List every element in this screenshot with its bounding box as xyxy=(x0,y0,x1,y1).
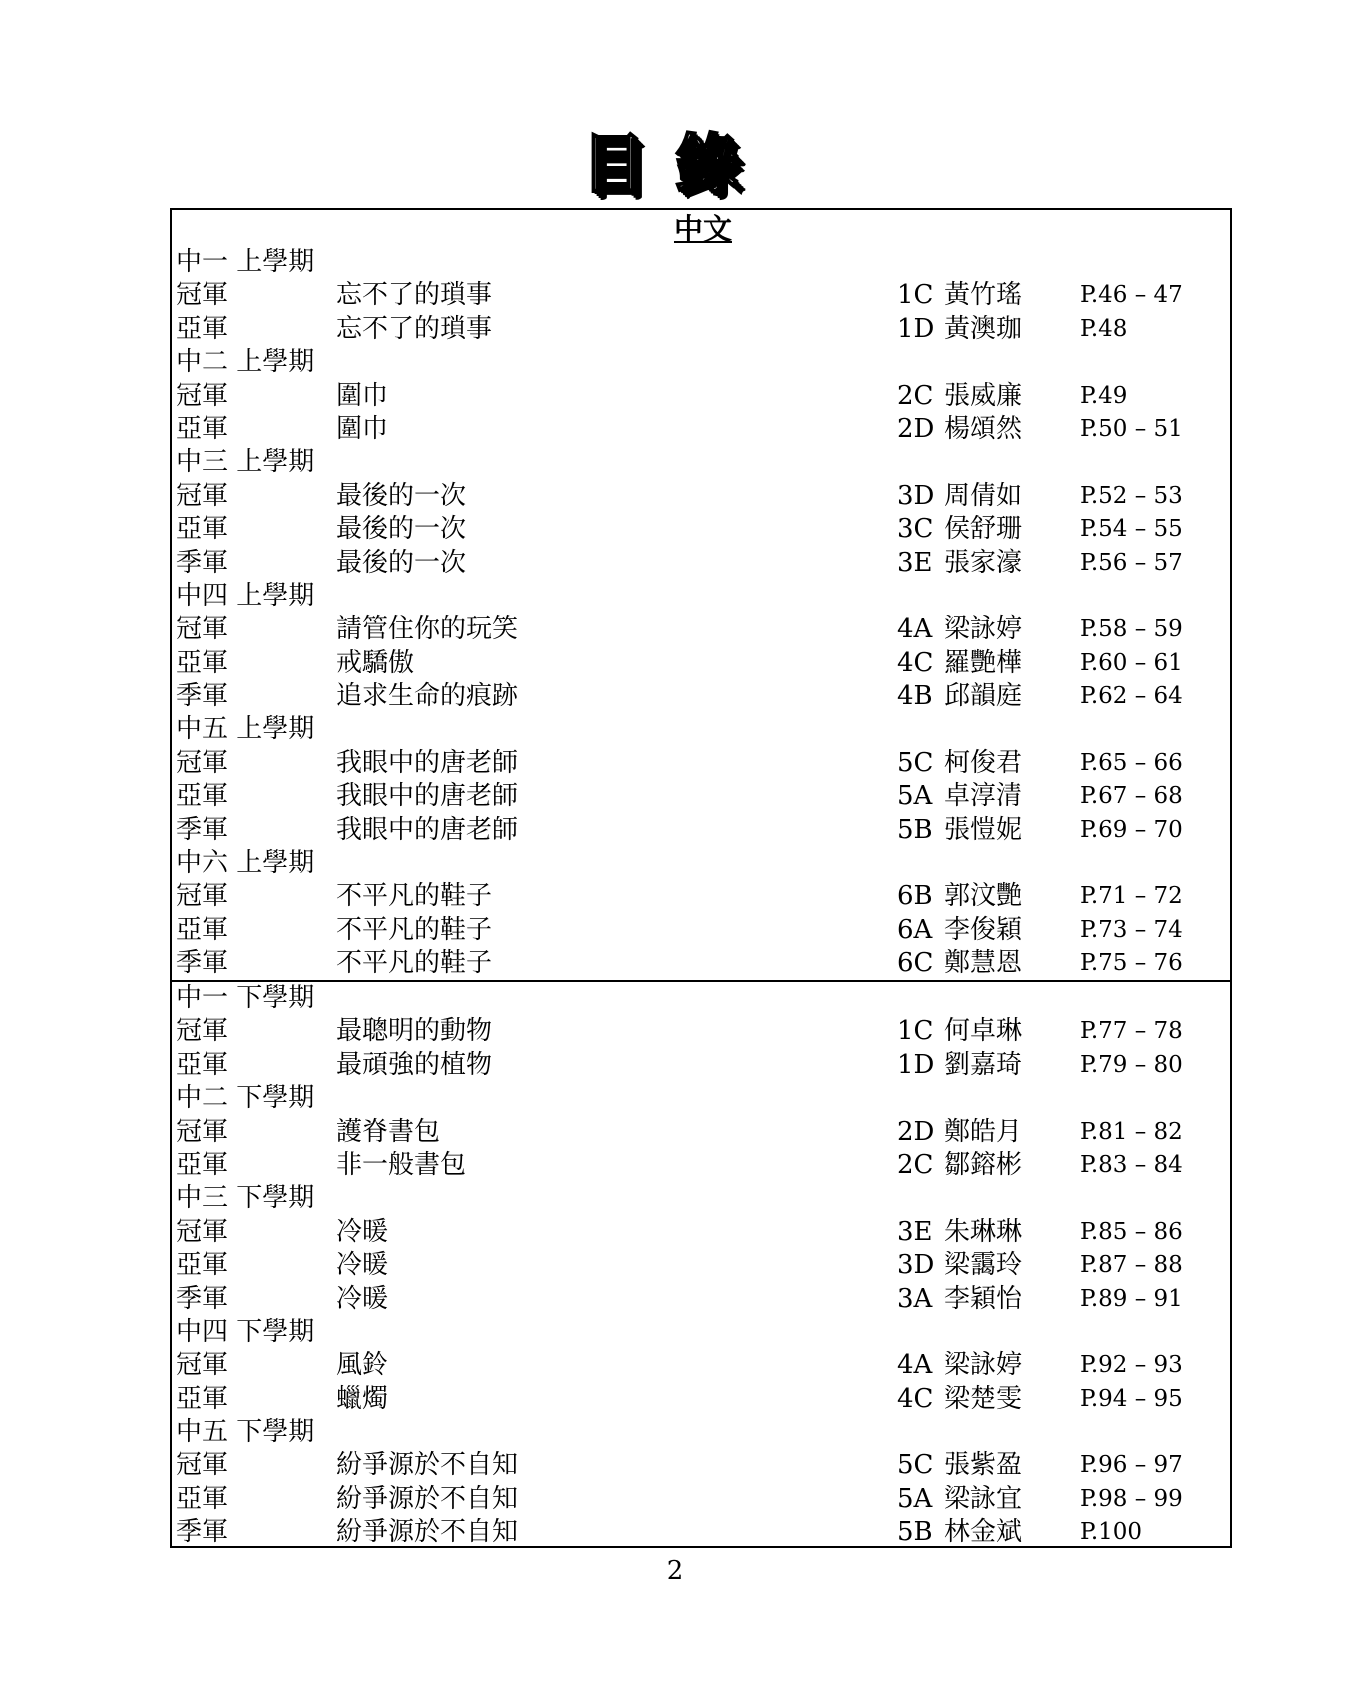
term-heading xyxy=(172,713,1230,746)
essay-title: 圍巾 xyxy=(336,380,389,411)
class-code: 3D xyxy=(897,480,935,511)
essay-title: 忘不了的瑣事 xyxy=(336,313,493,344)
award-label: 冠軍 xyxy=(176,1450,229,1481)
page-range: P.52 – 53 xyxy=(1080,482,1183,509)
student-name: 楊頌然 xyxy=(944,413,1023,444)
entry-row xyxy=(172,1449,1230,1482)
essay-title: 最聰明的動物 xyxy=(336,1016,493,1047)
page-range: P.56 – 57 xyxy=(1080,549,1183,576)
page-range: P.73 – 74 xyxy=(1080,916,1183,943)
student-name: 何卓琳 xyxy=(944,1016,1023,1047)
page-range: P.79 – 80 xyxy=(1080,1051,1183,1078)
term-label: 中三 上學期 xyxy=(176,447,315,478)
essay-title: 不平凡的鞋子 xyxy=(336,914,493,945)
student-name: 黃竹瑤 xyxy=(944,280,1023,311)
student-name: 黃澳珈 xyxy=(944,313,1023,344)
essay-title: 冷暖 xyxy=(336,1283,389,1314)
entry-row xyxy=(172,1249,1230,1282)
entry-row xyxy=(172,513,1230,546)
class-code: 4B xyxy=(897,681,933,712)
student-name: 鄭皓月 xyxy=(944,1116,1023,1147)
class-code: 4C xyxy=(897,647,934,678)
class-code: 4A xyxy=(897,614,933,645)
class-code: 3E xyxy=(897,1216,933,1247)
term-label: 中一 下學期 xyxy=(176,983,315,1013)
essay-title: 冷暖 xyxy=(336,1216,389,1247)
class-code: 1C xyxy=(897,280,934,311)
student-name: 林金斌 xyxy=(944,1517,1023,1548)
essay-title: 圍巾 xyxy=(336,413,389,444)
page-range: P.98 – 99 xyxy=(1080,1485,1183,1512)
entry-row xyxy=(172,914,1230,947)
student-name: 張紫盈 xyxy=(944,1450,1023,1481)
award-label: 冠軍 xyxy=(176,380,229,411)
student-name: 張家濠 xyxy=(944,547,1023,578)
entry-row xyxy=(172,1516,1230,1549)
entry-row xyxy=(172,613,1230,646)
student-name: 梁靄玲 xyxy=(944,1250,1023,1281)
class-code: 5C xyxy=(897,1450,934,1481)
class-code: 2C xyxy=(897,380,934,411)
term-heading xyxy=(172,1182,1230,1215)
entry-row xyxy=(172,380,1230,413)
student-name: 梁詠宜 xyxy=(944,1483,1023,1514)
award-label: 季軍 xyxy=(176,547,229,578)
award-label: 季軍 xyxy=(176,1517,229,1548)
award-label: 冠軍 xyxy=(176,1350,229,1381)
essay-title: 追求生命的痕跡 xyxy=(336,681,519,712)
essay-title: 不平凡的鞋子 xyxy=(336,948,493,979)
entry-row xyxy=(172,279,1230,312)
essay-title: 最後的一次 xyxy=(336,547,467,578)
award-label: 亞軍 xyxy=(176,914,229,945)
award-label: 冠軍 xyxy=(176,280,229,311)
essay-title: 護脊書包 xyxy=(336,1116,441,1147)
entry-row xyxy=(172,1349,1230,1382)
essay-title: 我眼中的唐老師 xyxy=(336,814,519,845)
student-name: 朱琳琳 xyxy=(944,1216,1023,1247)
student-name: 周倩如 xyxy=(944,480,1023,511)
class-code: 1D xyxy=(897,1049,935,1080)
essay-title: 風鈴 xyxy=(336,1350,389,1381)
entry-row xyxy=(172,647,1230,680)
entry-row xyxy=(172,1116,1230,1149)
entry-row xyxy=(172,680,1230,713)
award-label: 亞軍 xyxy=(176,781,229,812)
award-label: 亞軍 xyxy=(176,1149,229,1180)
class-code: 1D xyxy=(897,313,935,344)
class-code: 6B xyxy=(897,881,933,912)
class-code: 5A xyxy=(897,1483,933,1514)
page-range: P.100 xyxy=(1080,1519,1143,1546)
page-range: P.50 – 51 xyxy=(1080,415,1183,442)
class-code: 1C xyxy=(897,1016,934,1047)
page-range: P.49 xyxy=(1080,382,1128,409)
term-label: 中四 下學期 xyxy=(176,1316,315,1347)
award-label: 亞軍 xyxy=(176,1049,229,1080)
term-label: 中六 上學期 xyxy=(176,848,315,879)
award-label: 冠軍 xyxy=(176,614,229,645)
class-code: 5C xyxy=(897,747,934,778)
award-label: 冠軍 xyxy=(176,480,229,511)
class-code: 3C xyxy=(897,514,934,545)
entry-row xyxy=(172,1483,1230,1516)
class-code: 2D xyxy=(897,413,935,444)
class-code: 3A xyxy=(897,1283,933,1314)
class-code: 6C xyxy=(897,948,934,979)
term-label: 中五 上學期 xyxy=(176,714,315,745)
class-code: 4C xyxy=(897,1383,934,1414)
page-range: P.46 – 47 xyxy=(1080,282,1183,309)
student-name: 梁詠婷 xyxy=(944,614,1023,645)
essay-title: 忘不了的瑣事 xyxy=(336,280,493,311)
page-range: P.67 – 68 xyxy=(1080,783,1183,810)
term-heading xyxy=(172,446,1230,479)
award-label: 亞軍 xyxy=(176,1383,229,1414)
essay-title: 戒驕傲 xyxy=(336,647,415,678)
student-name: 李穎怡 xyxy=(944,1283,1023,1314)
essay-title: 最後的一次 xyxy=(336,514,467,545)
page-range: P.92 – 93 xyxy=(1080,1352,1183,1379)
page-range: P.85 – 86 xyxy=(1080,1218,1183,1245)
student-name: 郭汶艷 xyxy=(944,881,1023,912)
subject-label: 中文 xyxy=(673,212,732,246)
page-range: P.71 – 72 xyxy=(1080,883,1183,910)
essay-title: 請管住你的玩笑 xyxy=(336,614,519,645)
student-name: 侯舒珊 xyxy=(944,514,1023,545)
page-title: 目錄 xyxy=(581,128,769,202)
term-label: 中三 下學期 xyxy=(176,1183,315,1214)
student-name: 卓淳清 xyxy=(944,781,1023,812)
award-label: 亞軍 xyxy=(176,1483,229,1514)
first-term-section xyxy=(172,246,1230,981)
class-code: 4A xyxy=(897,1350,933,1381)
essay-title: 最頑強的植物 xyxy=(336,1049,493,1080)
class-code: 3E xyxy=(897,547,933,578)
page-range: P.54 – 55 xyxy=(1080,516,1183,543)
entry-row xyxy=(172,1216,1230,1249)
page-range: P.58 – 59 xyxy=(1080,616,1183,643)
page-range: P.77 – 78 xyxy=(1080,1018,1183,1045)
term-label: 中五 下學期 xyxy=(176,1417,315,1448)
award-label: 亞軍 xyxy=(176,514,229,545)
award-label: 冠軍 xyxy=(176,881,229,912)
entry-row xyxy=(172,1149,1230,1182)
essay-title: 最後的一次 xyxy=(336,480,467,511)
page-range: P.87 – 88 xyxy=(1080,1252,1183,1279)
award-label: 季軍 xyxy=(176,948,229,979)
term-label: 中一 上學期 xyxy=(176,247,315,277)
student-name: 梁詠婷 xyxy=(944,1350,1023,1381)
essay-title: 冷暖 xyxy=(336,1250,389,1281)
term-heading xyxy=(172,346,1230,379)
term-heading xyxy=(172,580,1230,613)
class-code: 2C xyxy=(897,1149,934,1180)
award-label: 冠軍 xyxy=(176,1216,229,1247)
student-name: 張愷妮 xyxy=(944,814,1023,845)
entry-row xyxy=(172,413,1230,446)
entry-row xyxy=(172,1283,1230,1316)
student-name: 柯俊君 xyxy=(944,747,1023,778)
page-range: P.69 – 70 xyxy=(1080,816,1183,843)
page-range: P.48 xyxy=(1080,315,1128,342)
page-range: P.94 – 95 xyxy=(1080,1385,1183,1412)
page-range: P.81 – 82 xyxy=(1080,1118,1183,1145)
term-heading xyxy=(172,1082,1230,1115)
student-name: 張威廉 xyxy=(944,380,1023,411)
page-range: P.60 – 61 xyxy=(1080,649,1183,676)
page-range: P.75 – 76 xyxy=(1080,950,1183,977)
award-label: 冠軍 xyxy=(176,1116,229,1147)
page-range: P.65 – 66 xyxy=(1080,749,1183,776)
essay-title: 紛爭源於不自知 xyxy=(336,1483,519,1514)
class-code: 6A xyxy=(897,914,933,945)
entry-row xyxy=(172,547,1230,580)
class-code: 3D xyxy=(897,1250,935,1281)
entry-row xyxy=(172,1049,1230,1082)
term-label: 中二 上學期 xyxy=(176,347,315,378)
term-label: 中四 上學期 xyxy=(176,580,315,611)
essay-title: 我眼中的唐老師 xyxy=(336,747,519,778)
class-code: 5B xyxy=(897,814,933,845)
page-range: P.96 – 97 xyxy=(1080,1452,1183,1479)
term-heading xyxy=(172,982,1230,1015)
contents-table xyxy=(170,208,1232,1548)
student-name: 邱韻庭 xyxy=(944,681,1023,712)
essay-title: 非一般書包 xyxy=(336,1149,467,1180)
student-name: 鄭慧恩 xyxy=(944,948,1023,979)
student-name: 劉嘉琦 xyxy=(944,1049,1023,1080)
award-label: 亞軍 xyxy=(176,1250,229,1281)
award-label: 亞軍 xyxy=(176,313,229,344)
second-term-section xyxy=(172,982,1230,1550)
student-name: 梁楚雯 xyxy=(944,1383,1023,1414)
student-name: 李俊穎 xyxy=(944,914,1023,945)
term-heading xyxy=(172,246,1230,279)
essay-title: 我眼中的唐老師 xyxy=(336,781,519,812)
award-label: 季軍 xyxy=(176,1283,229,1314)
essay-title: 蠟燭 xyxy=(336,1383,389,1414)
term-heading xyxy=(172,1416,1230,1449)
award-label: 亞軍 xyxy=(176,647,229,678)
award-label: 冠軍 xyxy=(176,1016,229,1047)
award-label: 亞軍 xyxy=(176,413,229,444)
page-number: 2 xyxy=(666,1556,684,1586)
entry-row xyxy=(172,780,1230,813)
page-range: P.83 – 84 xyxy=(1080,1151,1183,1178)
entry-row xyxy=(172,880,1230,913)
entry-row xyxy=(172,814,1230,847)
page-range: P.89 – 91 xyxy=(1080,1285,1183,1312)
entry-row xyxy=(172,1015,1230,1048)
student-name: 羅艷樺 xyxy=(944,647,1023,678)
essay-title: 不平凡的鞋子 xyxy=(336,881,493,912)
essay-title: 紛爭源於不自知 xyxy=(336,1450,519,1481)
term-heading xyxy=(172,1316,1230,1349)
entry-row xyxy=(172,1383,1230,1416)
class-code: 2D xyxy=(897,1116,935,1147)
page-range: P.62 – 64 xyxy=(1080,683,1183,710)
class-code: 5B xyxy=(897,1517,933,1548)
entry-row xyxy=(172,480,1230,513)
entry-row xyxy=(172,947,1230,980)
essay-title: 紛爭源於不自知 xyxy=(336,1517,519,1548)
award-label: 冠軍 xyxy=(176,747,229,778)
class-code: 5A xyxy=(897,781,933,812)
entry-row xyxy=(172,747,1230,780)
term-label: 中二 下學期 xyxy=(176,1083,315,1114)
award-label: 季軍 xyxy=(176,681,229,712)
student-name: 鄒鎔彬 xyxy=(944,1149,1023,1180)
term-heading xyxy=(172,847,1230,880)
subject-heading xyxy=(172,212,1234,246)
award-label: 季軍 xyxy=(176,814,229,845)
entry-row xyxy=(172,313,1230,346)
